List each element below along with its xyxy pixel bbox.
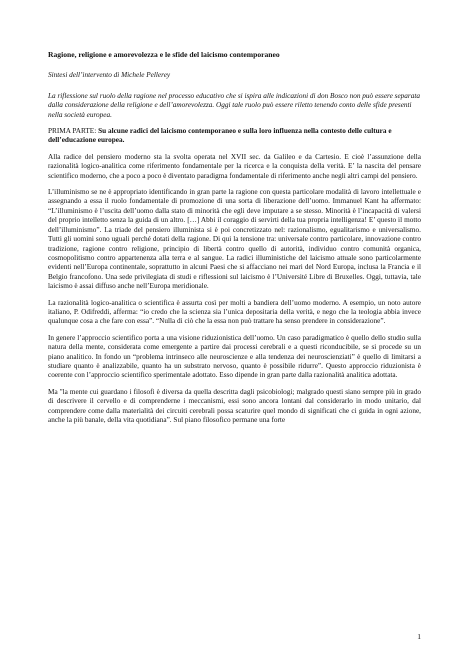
page-number: 1 [417,631,421,641]
paragraph-1: Alla radice del pensiero moderno sta la svolta operata nel XVII sec. da Galileo e da Cartesio. E cioè l’assunzione della razionalità logico-analitica come riferimento fondamentale per la ricerca e la conquista della verità. E’ la nascita del pensare scientifico moderno, che a poco a poco è diventato paradigma fondamentale di riferimento anche negli altri campi del pensiero. [48,152,421,180]
paragraph-2: L’illuminismo se ne è appropriato identificando in gran parte la ragione con questa particolare modalità di lavoro intellettuale e assegnando a essa il ruolo fondamentale di promozione di una sorta di liberazione dell’uomo. Immanuel Kant ha affermato: “L’illuminismo è l’uscita dell’uomo dalla stato di minorità che egli deve imputare a se stesso. Minorità è l’incapacità di valersi del proprio intelletto senza la guida di un altro. […] Abbi il coraggio di servirti della tua propria intelligenza! E’ questo il motto dell’illuminismo”. La triade del pensiero illuminista si è poi concretizzato nel: razionalismo, egualitarismo e universalismo. Tutti gli uomini sono uguali perché dotati della ragione. Di qui la tensione tra: universale contro particolare, innovazione contro tradizione, ragione contro religione, principio di libertà contro quello di autorità, individuo contro comunità organica, cosmopolitismo contro appartenenza alla terra e al sangue. La radici illuministiche del laicismo attuale sono particolarmente evidenti nell’Europa continentale, soprattutto in alcuni Paesi che si affacciano nei mari del Nord Europa, inclusa la Francia e il Belgio francofono. Una sede privilegiata di studi e riflessioni sul laicismo è l’Université Libre di Bruxelles. Oggi, tuttavia, tale laicismo è assai diffuso anche nell’Europa meridionale. [48,188,421,291]
paragraph-3: La razionalità logico-analitica o scientifica è assurta così per molti a bandiera dell’uomo moderno. A esempio, un noto autore italiano, P. Odifreddi, afferma: “io credo che la scienza sia l’unica depositaria della verità, e nego che la teologia abbia invece qualunque cosa a che fare con essa”. “Nulla di ciò che la essa non può trattare ha senso prendere in considerazione”. [48,298,421,326]
paragraph-4: In genere l’approccio scientifico porta a una visione riduzionistica dell’uomo. Un caso paradigmatico è quello dello studio sulla natura della mente, considerata come emergente a partire dai processi cerebrali e a questi riconducibile, se si procede su un piano analitico. In fondo un “problema intrinseco alle neuroscienze e alla tendenza dei neuroscienziati” è quello di limitarsi a studiare quanto è analizzabile, quanto ha un substrato nervoso, quanto è possibile ridurre”. Questo approccio riduzionista è coerente con l’approccio scientifico sperimentale adottato. Esso dipende in gran parte dalla razionalità analitica adottata. [48,333,421,380]
abstract: La riflessione sul ruolo della ragione nel processo educativo che si ispira alle indicazioni di don Bosco non può essere separata dalla considerazione della religione e dell’amorevolezza. Oggi tale ruolo può essere riletto tenendo conto delle sfide presenti nella società europea. [48,91,420,119]
paragraph-5: Ma "la mente cui guardano i filosofi è diversa da quella descritta dagli psicobiologi; malgrado questi siano sempre più in grado di descrivere il cervello e di comprenderne i meccanismi, essi sono ancora lontani dal considerarlo in modo unitario, dal comprendere come dalla materialità dei circuiti cerebrali possa scaturire quel mondo di significati che ci guida in ogni azione, anche la più banale, della vita quotidiana”. Sul piano filosofico permane una forte [48,387,421,424]
section-heading [48,127,421,146]
document-title: Ragione, religione e amorevolezza e le sfide del laicismo contemporaneo [48,50,280,59]
section-label: PRIMA PARTE: [48,127,99,136]
section-title: Su alcune radici del laicismo contemporaneo e sulla loro influenza nella contesto delle cultura e dell’educazione europea. [48,127,392,145]
author-line: Sintesi dell’intervento di Michele Pellerey [48,71,171,80]
